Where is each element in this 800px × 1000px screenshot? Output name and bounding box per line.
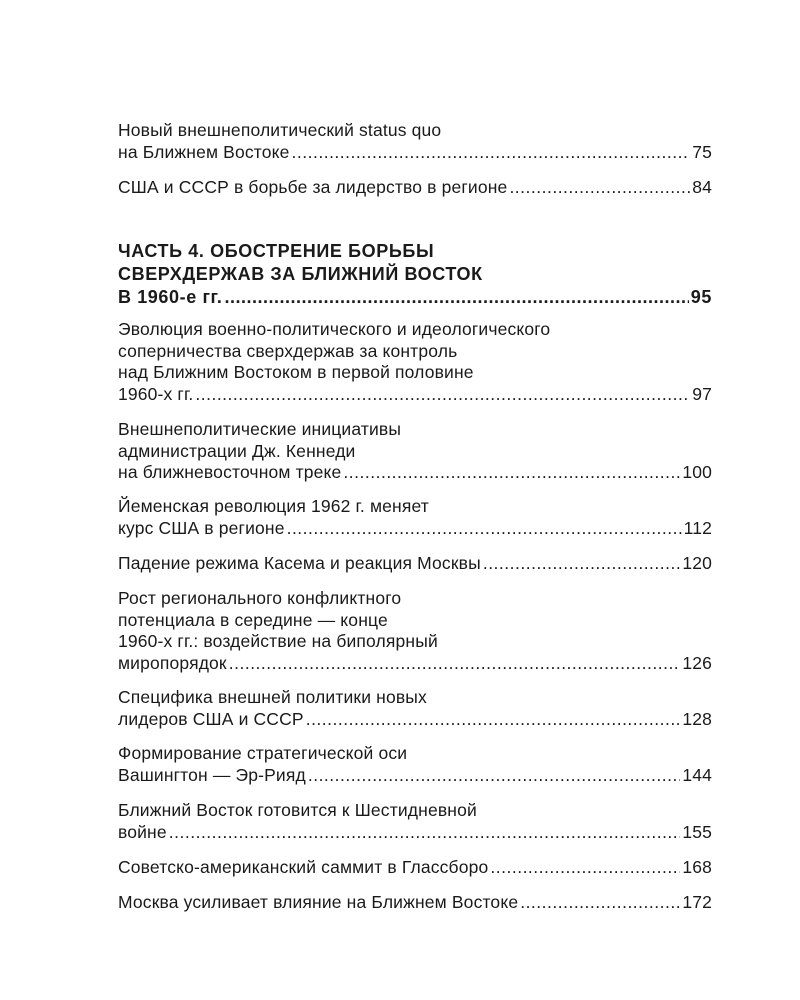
toc-entry-title-line: 1960-х гг.: воздействие на биполярный xyxy=(118,631,438,651)
page-number: 155 xyxy=(682,821,712,842)
dot-leader xyxy=(509,177,690,199)
toc-entry-title-line: лидеров США и СССР xyxy=(118,708,304,729)
toc-entry-last-line xyxy=(118,177,712,199)
toc-entry-title-line: на ближневосточном треке xyxy=(118,462,342,482)
toc-entry-title-line: на Ближнем Востоке xyxy=(118,141,290,162)
toc-entry[interactable] xyxy=(118,319,712,405)
chapter-title-line: В 1960-е гг. xyxy=(118,287,223,307)
toc-entry-last-line xyxy=(118,822,712,844)
toc-entry-title-line: Ближний Восток готовится к Шестидневной xyxy=(118,800,477,820)
toc-entry-last-line xyxy=(118,653,712,675)
toc-entry-title-line: США и СССР в борьбе за лидерство в регионе xyxy=(118,177,508,197)
page-number: 75 xyxy=(692,141,712,162)
toc-entry-title-line: Эволюция военно-политического и идеологического xyxy=(118,319,551,339)
toc-entry[interactable] xyxy=(118,687,712,730)
dot-leader xyxy=(308,765,681,787)
chapter-last-line xyxy=(118,286,712,309)
toc-entry-title-line: над Ближним Востоком в первой половине xyxy=(118,362,474,382)
toc-entry-last-line xyxy=(118,765,712,787)
dot-leader xyxy=(195,384,690,406)
page-number: 144 xyxy=(682,764,712,785)
page-number: 84 xyxy=(692,177,712,197)
dot-leader xyxy=(292,142,691,164)
toc-entry-title-line: соперничества сверхдержав за контроль xyxy=(118,340,458,361)
toc-entry-title-line: Вашингтон — Эр-Рияд xyxy=(118,764,306,785)
toc-entry-title-line: миропорядок xyxy=(118,652,227,673)
toc-entry-title-line: администрации Дж. Кеннеди xyxy=(118,440,356,461)
chapter-heading[interactable] xyxy=(118,240,712,309)
dot-leader xyxy=(224,286,688,309)
toc-entry[interactable] xyxy=(118,419,712,484)
toc-entry[interactable] xyxy=(118,496,712,539)
dot-leader xyxy=(169,822,681,844)
page-number: 126 xyxy=(682,652,712,673)
dot-leader xyxy=(229,653,681,675)
toc-entry[interactable] xyxy=(118,588,712,674)
chapter-title-line: ЧАСТЬ 4. ОБОСТРЕНИЕ БОРЬБЫ xyxy=(118,241,435,261)
toc-entry-title-line: Формирование стратегической оси xyxy=(118,743,408,763)
toc-entry-last-line xyxy=(118,892,712,914)
dot-leader xyxy=(483,553,681,575)
toc-entry-last-line xyxy=(118,709,712,731)
toc-entry[interactable] xyxy=(118,892,712,914)
toc-entry[interactable] xyxy=(118,857,712,879)
toc-entry-title-line: войне xyxy=(118,821,167,842)
toc-entry[interactable] xyxy=(118,800,712,843)
toc-entry-last-line xyxy=(118,518,712,540)
chapter-title-line: СВЕРХДЕРЖАВ ЗА БЛИЖНИЙ ВОСТОК xyxy=(118,264,483,284)
page-number: 97 xyxy=(692,383,712,404)
dot-leader xyxy=(490,857,680,879)
toc-entry-last-line xyxy=(118,553,712,575)
toc-entry[interactable] xyxy=(118,553,712,575)
toc-entry-title-line: Москва усиливает влияние на Ближнем Востоке xyxy=(118,892,519,912)
toc-entry[interactable] xyxy=(118,743,712,786)
toc-entry-title-line: курс США в регионе xyxy=(118,517,285,538)
toc-entry-last-line xyxy=(118,462,712,484)
dot-leader xyxy=(287,518,682,540)
toc-entry-title-line: Внешнеполитические инициативы xyxy=(118,419,402,439)
page-number: 172 xyxy=(682,892,712,912)
page-number: 112 xyxy=(683,517,712,538)
toc-entry-title-line: потенциала в середине — конце xyxy=(118,609,388,630)
dot-leader xyxy=(520,892,680,914)
toc-entry-last-line xyxy=(118,142,712,164)
toc-entry-last-line xyxy=(118,857,712,879)
page-number: 168 xyxy=(682,857,712,877)
toc-entry-title-line: Падение режима Касема и реакция Москвы xyxy=(118,553,481,573)
toc-entry-title-line: Новый внешнеполитический status quo xyxy=(118,120,442,140)
toc-entry[interactable] xyxy=(118,177,712,199)
toc-entry-title-line: Специфика внешней политики новых xyxy=(118,687,427,707)
toc-entry-title-line: Советско-американский саммит в Глассборо xyxy=(118,857,489,877)
dot-leader xyxy=(306,709,681,731)
page-number: 100 xyxy=(682,462,712,482)
toc-entry-title-line: Рост регионального конфликтного xyxy=(118,588,402,608)
toc-entry[interactable] xyxy=(118,120,712,163)
page-number: 95 xyxy=(690,287,712,307)
toc-entry-last-line xyxy=(118,384,712,406)
toc-entry-title-line: Йеменская революция 1962 г. меняет xyxy=(118,496,429,516)
page-number: 128 xyxy=(682,708,712,729)
toc-entry-title-line: 1960-х гг. xyxy=(118,383,194,404)
page-number: 120 xyxy=(682,553,712,573)
dot-leader xyxy=(343,462,680,484)
